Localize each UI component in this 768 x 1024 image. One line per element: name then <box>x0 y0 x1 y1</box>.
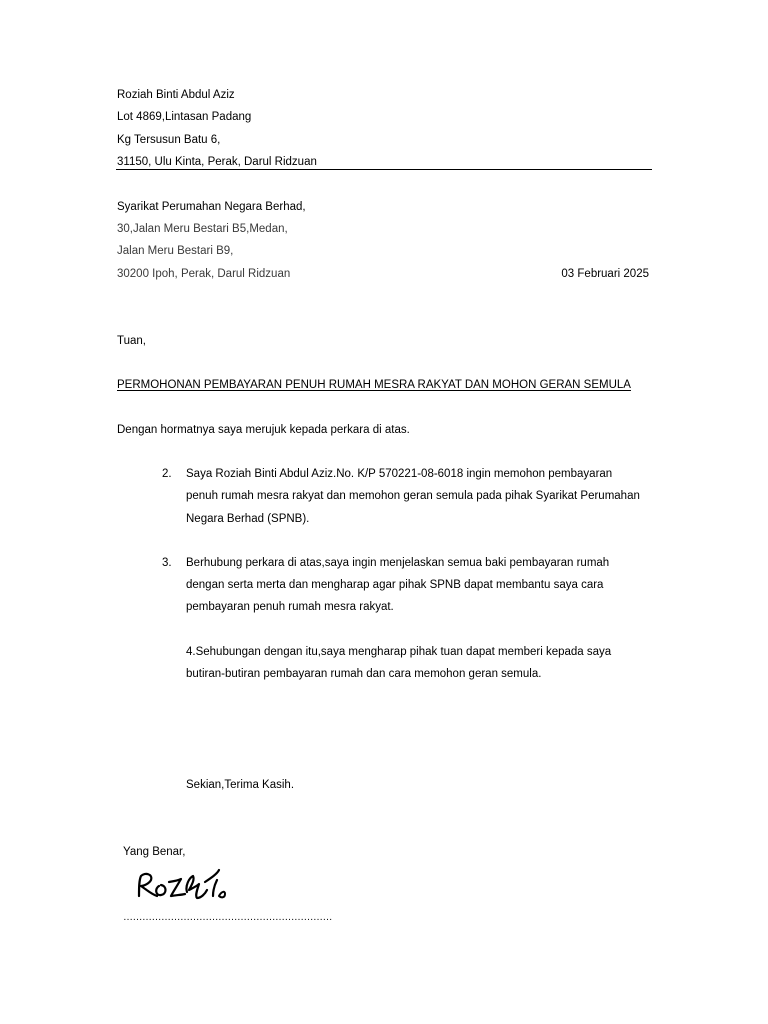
sender-address-line-3: 31150, Ulu Kinta, Perak, Darul Ridzuan <box>117 156 317 168</box>
subject-heading: PERMOHONAN PEMBAYARAN PENUH RUMAH MESRA RAKYAT DAN MOHON GERAN SEMULA <box>117 379 631 391</box>
handwritten-signature <box>135 862 230 906</box>
recipient-name: Syarikat Perumahan Negara Berhad, <box>117 201 306 213</box>
sender-address-line-2: Kg Tersusun Batu 6, <box>117 134 221 146</box>
paragraph-line: Berhubung perkara di atas,saya ingin menjelaskan semua baki pembayaran rumah <box>186 557 610 569</box>
header-rule <box>116 169 652 170</box>
paragraph-line: butiran-butiran pembayaran rumah dan cara memohon geran semula. <box>186 668 542 680</box>
paragraph-line: penuh rumah mesra rakyat dan memohon geran semula pada pihak Syarikat Perumahan <box>186 490 640 502</box>
letter-date: 03 Februari 2025 <box>561 268 649 280</box>
paragraph-line: Saya Roziah Binti Abdul Aziz.No. K/P 570221-08-6018 ingin memohon pembayaran <box>186 468 613 480</box>
paragraph-number: 2. <box>162 468 172 480</box>
paragraph-number: 3. <box>162 557 172 569</box>
sender-name: Roziah Binti Abdul Aziz <box>117 89 235 101</box>
paragraph-line: Negara Berhad (SPNB). <box>186 513 310 525</box>
closing-line: Sekian,Terima Kasih. <box>186 779 295 791</box>
recipient-address-line-1: 30,Jalan Meru Bestari B5,Medan, <box>117 223 288 235</box>
opening-line: Dengan hormatnya saya merujuk kepada perkara di atas. <box>117 424 410 436</box>
paragraph-line: 4.Sehubungan dengan itu,saya mengharap pihak tuan dapat memberi kepada saya <box>186 646 612 658</box>
sender-address-line-1: Lot 4869,Lintasan Padang <box>117 111 252 123</box>
recipient-address-line-3: 30200 Ipoh, Perak, Darul Ridzuan <box>117 268 291 280</box>
sign-off: Yang Benar, <box>123 846 186 858</box>
recipient-address-line-2: Jalan Meru Bestari B9, <box>117 245 234 257</box>
signature-line: ………………………………………………………… <box>123 912 332 923</box>
paragraph-line: dengan serta merta dan mengharap agar pihak SPNB dapat membantu saya cara <box>186 579 604 591</box>
paragraph-line: pembayaran penuh rumah mesra rakyat. <box>186 601 394 613</box>
salutation: Tuan, <box>117 335 146 347</box>
